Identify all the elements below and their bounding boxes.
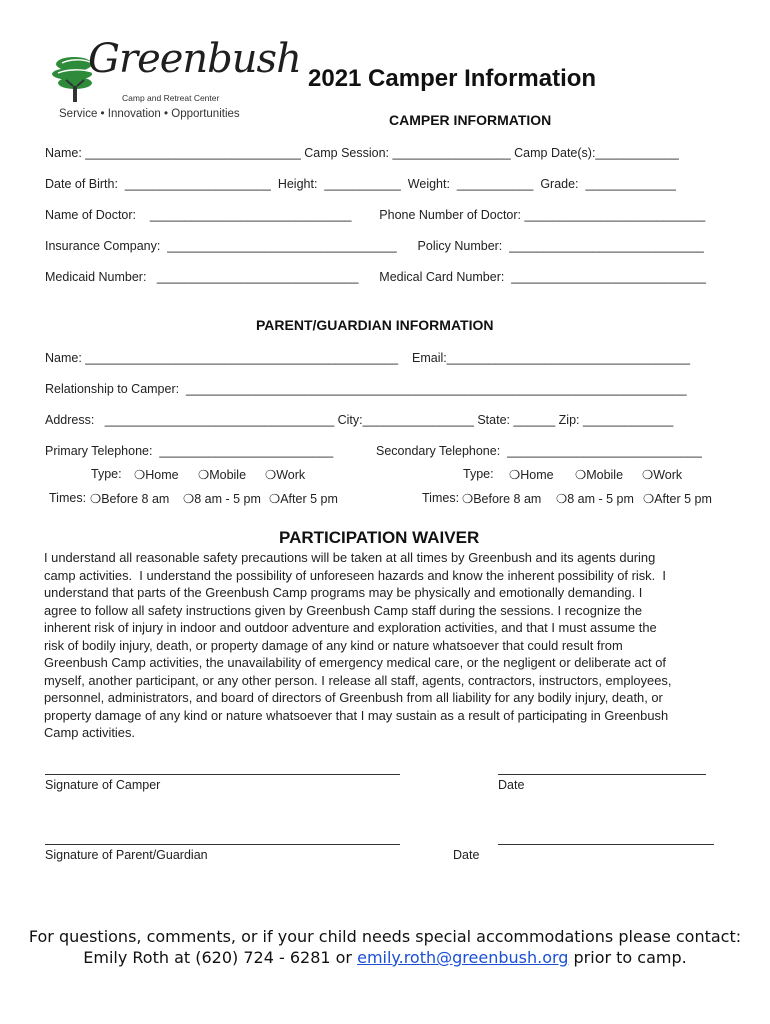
camper-date-label: Date	[498, 778, 525, 792]
parent-row-address[interactable]: Address: _________________________________ City:________________ State: ______ Zip: _____________	[45, 413, 674, 427]
camper-row-birth[interactable]: Date of Birth: _____________________ Height: ___________ Weight: ___________ Grade: _____________	[45, 177, 676, 191]
secondary-times-label: Times:	[422, 491, 460, 505]
primary-type-work-option[interactable]: ❍Work	[265, 468, 306, 482]
contact-email-link[interactable]: emily.roth@greenbush.org	[357, 948, 569, 967]
waiver-line: Greenbush Camp activities, the unavailability of emergency medical care, or the negligent or deliberate act of	[44, 655, 666, 670]
camper-signature-label: Signature of Camper	[45, 778, 161, 792]
waiver-line: understand that parts of the Greenbush Camp programs may be physically and emotionally demanding. I	[44, 585, 643, 600]
waiver-line: camp activities. I understand the possibility of unforeseen hazards and know the inherent possibility of risk. I	[44, 567, 666, 583]
camper-row-name[interactable]: Name: _______________________________ Camp Session: _________________ Camp Date(s):____________	[45, 146, 679, 160]
primary-time-before8-option[interactable]: ❍Before 8 am	[90, 492, 170, 506]
parent-signature-label: Signature of Parent/Guardian	[45, 848, 208, 862]
primary-phone-row[interactable]: Primary Telephone: _________________________	[45, 444, 334, 458]
footer-contact-details	[0, 948, 770, 967]
primary-type-home-option[interactable]: ❍Home	[134, 468, 179, 482]
camper-date-line[interactable]	[498, 774, 706, 775]
primary-time-8to5-option[interactable]: ❍8 am - 5 pm	[183, 492, 261, 506]
secondary-time-8to5-option[interactable]: ❍8 am - 5 pm	[556, 492, 634, 506]
logo-subtitle: Camp and Retreat Center	[122, 93, 220, 103]
camper-section-heading: CAMPER INFORMATION	[389, 112, 552, 128]
parent-signature-line[interactable]	[45, 844, 400, 845]
waiver-line: inherent risk of injury in indoor and outdoor adventure and exploration activities, and that I must assume the	[44, 620, 657, 635]
primary-type-mobile-option[interactable]: ❍Mobile	[198, 468, 247, 482]
secondary-type-mobile-option[interactable]: ❍Mobile	[575, 468, 624, 482]
secondary-type-home-option[interactable]: ❍Home	[509, 468, 554, 482]
secondary-phone-row[interactable]: Secondary Telephone: ____________________________	[376, 444, 702, 458]
waiver-line: risk of bodily injury, death, or property damage of any kind or nature whatsoever that could result from	[44, 637, 623, 653]
secondary-time-before8-option[interactable]: ❍Before 8 am	[462, 492, 542, 506]
camper-row-doctor[interactable]: Name of Doctor: _____________________________ Phone Number of Doctor: __________________________	[45, 208, 706, 222]
waiver-line: Camp activities.	[44, 725, 135, 740]
camper-signature-line[interactable]	[45, 774, 400, 775]
primary-type-label: Type:	[91, 467, 122, 481]
primary-time-after5-option[interactable]: ❍After 5 pm	[269, 492, 338, 506]
secondary-type-label: Type:	[463, 467, 494, 481]
parent-row-name[interactable]: Name: _____________________________________________ Email:___________________________________	[45, 351, 691, 365]
camper-row-insurance[interactable]: Insurance Company: _________________________________ Policy Number: ____________________________	[45, 239, 704, 253]
secondary-type-work-option[interactable]: ❍Work	[642, 468, 683, 482]
waiver-heading: PARTICIPATION WAIVER	[279, 528, 480, 547]
footer-contact-line: For questions, comments, or if your child needs special accommodations please contact:	[28, 927, 742, 946]
secondary-time-after5-option[interactable]: ❍After 5 pm	[643, 492, 712, 506]
primary-times-label: Times:	[49, 491, 87, 505]
parent-date-line[interactable]	[498, 844, 714, 845]
parent-row-relationship[interactable]: Relationship to Camper: ________________________________________________________________________	[45, 382, 687, 396]
waiver-line: agree to follow all safety instructions given by Greenbush Camp staff during the sessions. I recognize the	[44, 602, 643, 618]
waiver-body	[44, 549, 734, 742]
logo-tagline: Service • Innovation • Opportunities	[59, 108, 240, 120]
waiver-line: personnel, administrators, and board of directors of Greenbush from all liability for any bodily injury, death, or	[44, 690, 663, 705]
footer-contact-prefix: Emily Roth at (620) 724 - 6281 or	[83, 948, 358, 967]
parent-section-heading: PARENT/GUARDIAN INFORMATION	[256, 317, 494, 333]
waiver-line: myself, another participant, or any other person. I release all staff, agents, contractors, instructors, employees,	[44, 672, 672, 688]
waiver-line: property damage of any kind or nature whatsoever that I may sustain as a result of participating in Greenbush	[44, 707, 669, 723]
waiver-line: I understand all reasonable safety precautions will be taken at all times by Greenbush and its agents during	[44, 550, 656, 565]
camper-row-medicaid[interactable]: Medicaid Number: _____________________________ Medical Card Number: ____________________________	[45, 270, 706, 284]
page-title: 2021 Camper Information	[308, 65, 597, 92]
footer-contact-suffix: prior to camp.	[568, 948, 687, 967]
logo-wordmark: Greenbush	[88, 36, 301, 82]
parent-date-label: Date	[453, 848, 480, 862]
